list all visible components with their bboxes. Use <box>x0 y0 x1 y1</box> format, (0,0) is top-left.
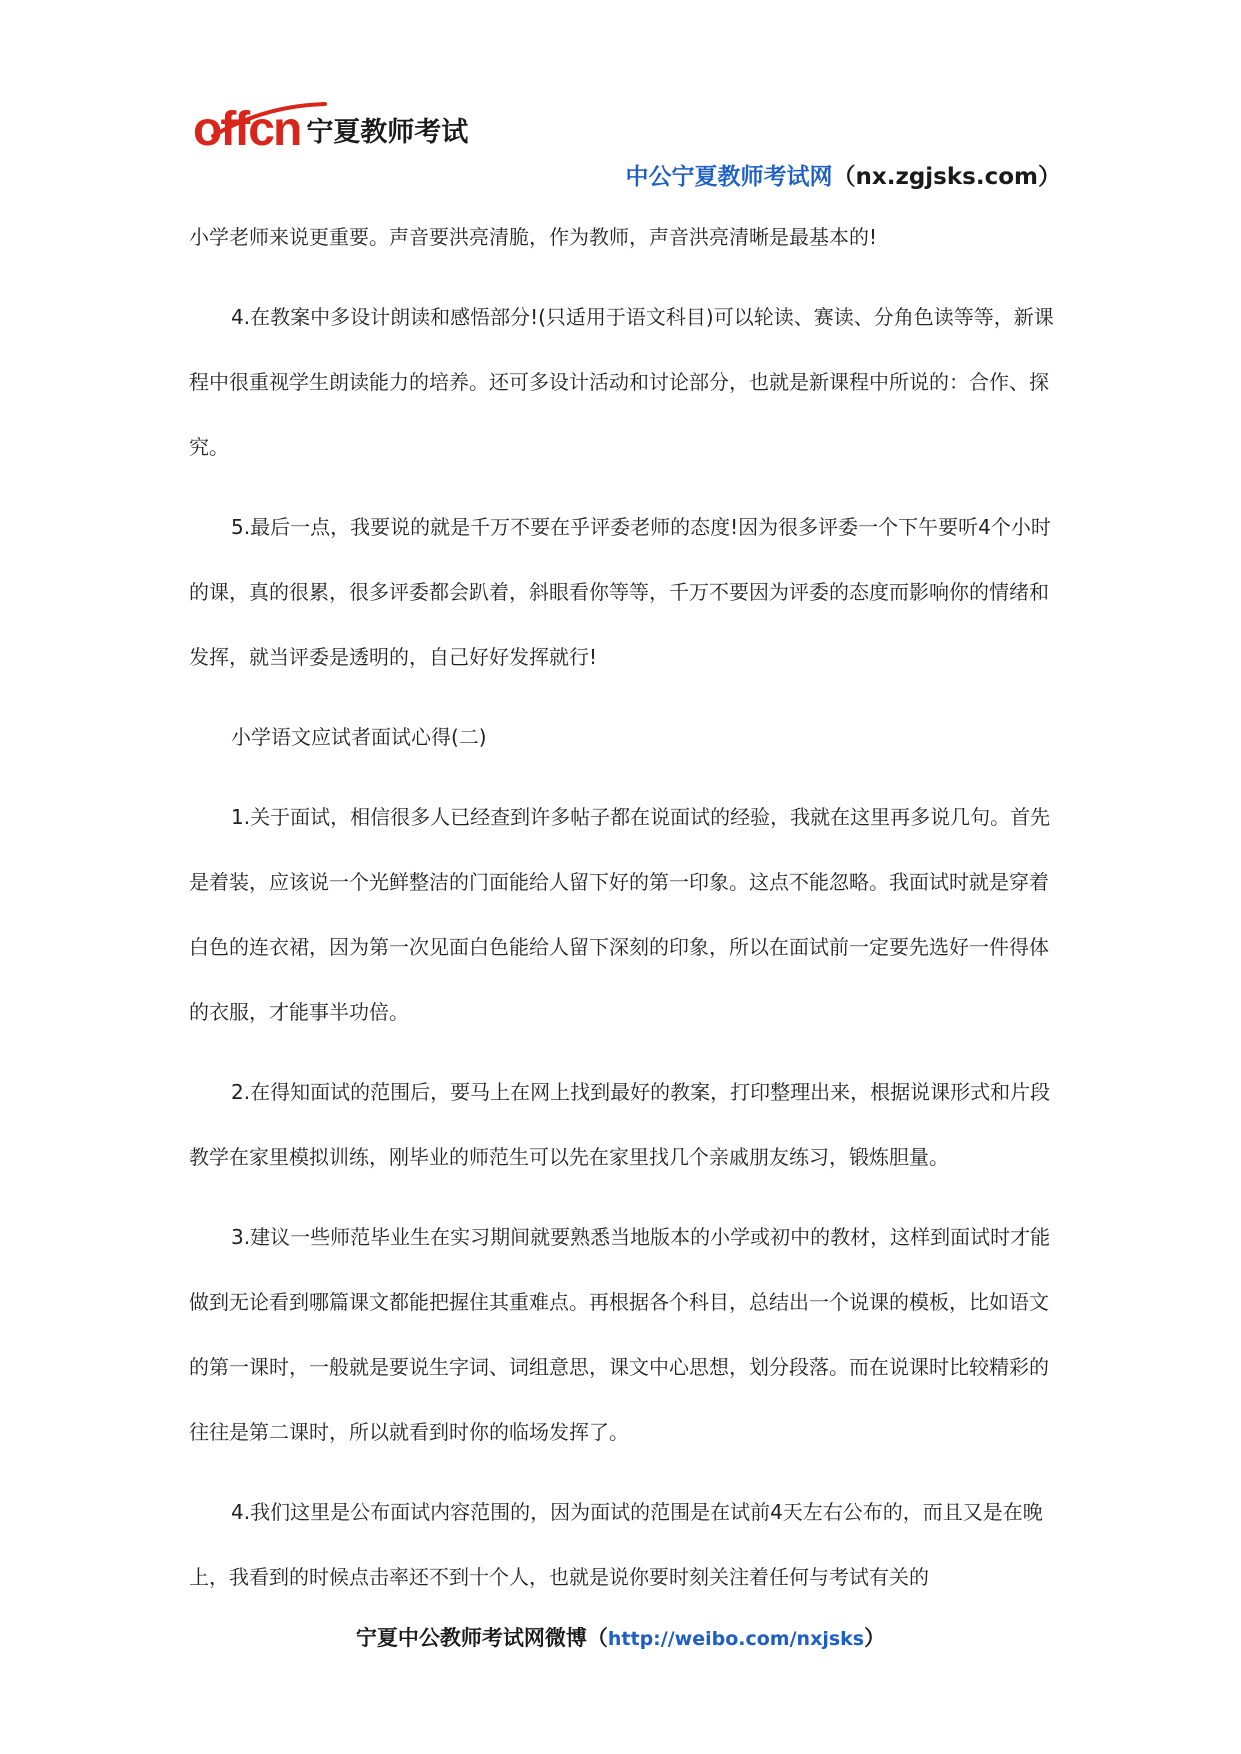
footer-text: 宁夏中公教师考试网微博（ <box>355 1626 608 1650</box>
paragraph-point-1: 1.关于面试，相信很多人已经查到许多帖子都在说面试的经验，我就在这里再多说几句。首先是着装，应该说一个光鲜整洁的门面能给人留下好的第一印象。这点不能忽略。我面试时就是穿着白色的连衣裙，因为第一次见面白色能给人留下深刻的印象，所以在面试前一定要先选好一件得体的衣服，才能事半功倍。 <box>189 805 1051 1024</box>
footer-close: ） <box>864 1626 886 1650</box>
paragraph-point-4: 4.我们这里是公布面试内容范围的，因为面试的范围是在试前4天左右公布的，而且又是在晚上，我看到的时候点击率还不到十个人，也就是说你要时刻关注着任何与考试有关的 <box>189 1500 1043 1589</box>
logo-subtitle: 宁夏教师考试 <box>306 117 469 148</box>
site-name-link[interactable]: 中公宁夏教师考试网 <box>625 164 833 190</box>
site-url: （nx.zgjsks.com） <box>832 164 1061 190</box>
paragraph-point-3: 3.建议一些师范毕业生在实习期间就要熟悉当地版本的小学或初中的教材，这样到面试时才能做到无论看到哪篇课文都能把握住其重难点。再根据各个科目，总结出一个说课的模板，比如语文的第一课时，一般就是要说生字词、词组意思，课文中心思想，划分段落。而在说课时比较精彩的往往是第二课时，所以就看到时你的临场发挥了。 <box>189 1225 1051 1444</box>
paragraph-continuation: 小学老师来说更重要。声音要洪亮清脆，作为教师，声音洪亮清晰是最基本的! <box>189 225 878 249</box>
article-body <box>189 205 1057 1610</box>
offcn-logo <box>193 103 469 156</box>
paragraph-tip-5: 5.最后一点，我要说的就是千万不要在乎评委老师的态度!因为很多评委一个下午要听4个小时的课，真的很累，很多评委都会趴着，斜眼看你等等，千万不要因为评委的态度而影响你的情绪和发挥，就当评委是透明的，自己好好发挥就行! <box>189 515 1051 669</box>
logo-brand: offcn <box>193 108 300 152</box>
site-header <box>626 158 1062 191</box>
paragraph-tip-4: 4.在教案中多设计朗读和感悟部分!(只适用于语文科目)可以轮读、赛读、分角色读等等，新课程中很重视学生朗读能力的培养。还可多设计活动和讨论部分，也就是新课程中所说的：合作、探究。 <box>189 305 1054 459</box>
logo-swoosh-icon <box>193 102 333 142</box>
section-heading: 小学语文应试者面试心得(二) <box>231 725 487 749</box>
paragraph-point-2: 2.在得知面试的范围后，要马上在网上找到最好的教案，打印整理出来，根据说课形式和片段教学在家里模拟训练，刚毕业的师范生可以先在家里找几个亲戚朋友练习，锻炼胆量。 <box>189 1080 1051 1169</box>
weibo-link[interactable]: http://weibo.com/nxjsks <box>607 1628 865 1650</box>
footer-weibo <box>0 1622 1241 1652</box>
